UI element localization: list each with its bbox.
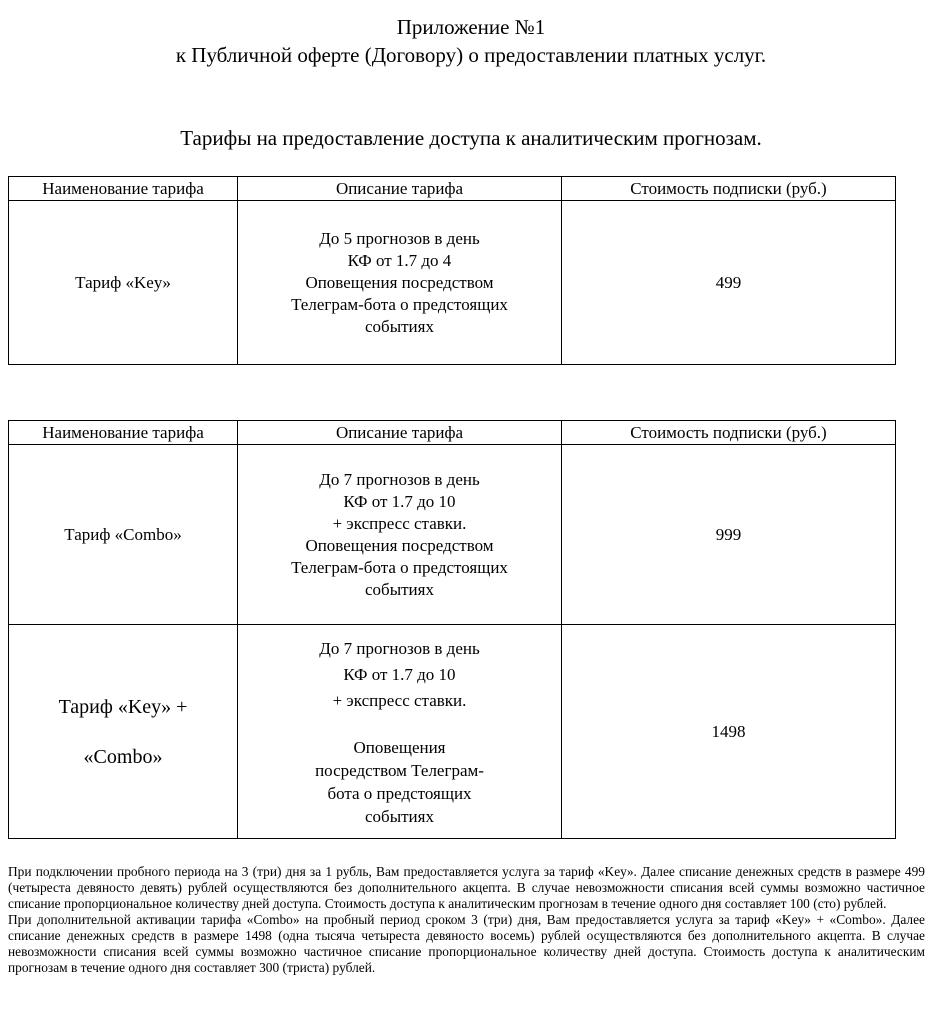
tariff-description: До 7 прогнозов в день КФ от 1.7 до 10 + экспресс ставки. Оповещения посредством Телеграм-бота о предстоящих событиях [291,469,508,599]
column-header-name: Наименование тарифа [9,421,238,445]
tariff-name: Тариф «Combo» [9,445,238,625]
table-row [9,445,896,625]
column-header-price: Стоимость подписки (руб.) [562,421,896,445]
terms-notes [8,864,925,976]
tariff-name: Тариф «Key» [9,201,238,365]
trial-combo-paragraph: При дополнительной активации тарифа «Combo» на пробный период сроком 3 (три) дня, Вам предоставляется услуга за тариф «Key» + «Combo». Далее списание денежных средств в размере 1498 (одна тысяча четыреста девяносто восемь) рублей осуществляются без дополнительного акцепта. В случае невозможности списания всей суммы возможно частичное списание пропорциональное количеству дней доступа. Стоимость доступа к аналитическим прогнозам в течение одного дня составляет 300 (триста) рублей. [8,912,925,975]
tariffs-heading: Тарифы на предоставление доступа к аналитическим прогнозам. [180,126,762,150]
tariff-table-combo [8,420,896,839]
table-row [9,201,896,365]
tariff-description-top: До 7 прогнозов в день КФ от 1.7 до 10 + экспресс ставки. [319,638,480,710]
document-title: Приложение №1 [396,15,546,39]
tariff-price: 1498 [562,625,896,839]
tariff-table-key [8,176,896,365]
column-header-price: Стоимость подписки (руб.) [562,177,896,201]
document-subtitle: к Публичной оферте (Договору) о предоставлении платных услуг. [175,43,767,67]
column-header-name: Наименование тарифа [9,177,238,201]
table-header-row [9,177,896,201]
tariff-description-bottom: Оповещения посредством Телеграм- бота о предстоящих событиях [315,737,484,826]
tariff-name: Тариф «Key» + «Combo» [58,695,188,768]
column-header-description: Описание тарифа [238,177,562,201]
tariff-price: 999 [562,445,896,625]
trial-key-paragraph: При подключении пробного периода на 3 (три) дня за 1 рубль, Вам предоставляется услуга за тариф «Key». Далее списание денежных средств в размере 499 (четыреста девяносто девять) рублей осуществляются без дополнительного акцепта. В случае невозможности списания всей суммы возможно частичное списание пропорциональное количеству дней доступа. Стоимость доступа к аналитическим прогнозам в течение одного дня составляет 100 (сто) рублей. [8,864,925,911]
tariff-description-cell [238,445,562,625]
tariff-description: До 5 прогнозов в день КФ от 1.7 до 4 Оповещения посредством Телеграм-бота о предстоящих событиях [291,228,508,336]
tariff-name-cell [9,625,238,839]
tariff-price: 499 [562,201,896,365]
table-row [9,625,896,839]
column-header-description: Описание тарифа [238,421,562,445]
tariff-description-cell [238,201,562,365]
tariff-description-cell [238,625,562,839]
table-header-row [9,421,896,445]
